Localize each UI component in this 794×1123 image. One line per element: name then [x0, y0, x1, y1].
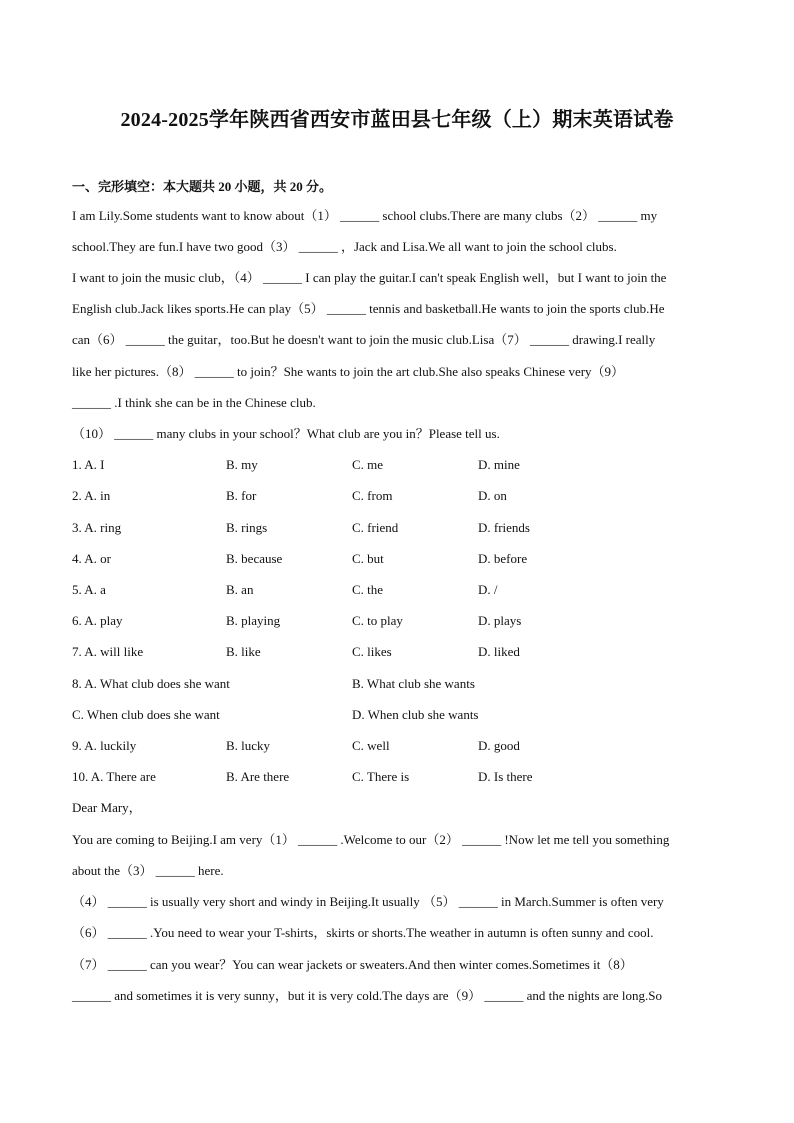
passage1-line: （10） ______ many clubs in your school？What club are you in？Please tell us.	[72, 426, 500, 441]
exam-title: 2024-2025学年陕西省西安市蓝田县七年级（上）期末英语试卷	[120, 109, 674, 131]
option-c: C. the	[352, 582, 384, 597]
option-b: B. Are there	[226, 769, 290, 784]
option-b: B. an	[226, 582, 254, 597]
passage1-line: ______ .I think she can be in the Chinese club.	[72, 395, 316, 410]
passage1-line: English club.Jack likes sports.He can play（5） ______ tennis and basketball.He wants to join the sports club.He	[72, 301, 665, 316]
option-c: C. friend	[352, 520, 399, 535]
passage2-line: You are coming to Beijing.I am very（1） ______ .Welcome to our（2） ______ !Now let me tell you something	[72, 832, 670, 847]
option-b: B. for	[226, 488, 257, 503]
option-c: C. There is	[352, 769, 410, 784]
passage2-line: （6） ______ .You need to wear your T-shirts，skirts or shorts.The weather in autumn is often sunny and cool.	[72, 925, 654, 940]
option-a: 6. A. play	[72, 613, 123, 628]
passage1-line: I am Lily.Some students want to know about（1） ______ school clubs.There are many clubs（2） ______ my	[72, 208, 658, 223]
passage2-line: （4） ______ is usually very short and windy in Beijing.It usually （5） ______ in March.Summer is often very	[72, 894, 664, 909]
option-c: C. but	[352, 551, 384, 566]
passage2-line: about the（3） ______ here.	[72, 863, 224, 878]
option-b: B. my	[226, 457, 258, 472]
option-a: 9. A. luckily	[72, 738, 137, 753]
option-a: 7. A. will like	[72, 644, 144, 659]
option-d: D. When club she wants	[352, 707, 479, 722]
option-a: 4. A. or	[72, 551, 111, 566]
option-d: D. liked	[478, 644, 520, 659]
option-c: C. likes	[352, 644, 392, 659]
passage2-line: Dear Mary，	[72, 800, 142, 815]
option-b: B. lucky	[226, 738, 271, 753]
option-d: D. friends	[478, 520, 530, 535]
option-b: B. rings	[226, 520, 268, 535]
option-a: 10. A. There are	[72, 769, 156, 784]
option-b: B. like	[226, 644, 261, 659]
option-b: B. playing	[226, 613, 281, 628]
option-d: D. mine	[478, 457, 520, 472]
option-d: D. on	[478, 488, 507, 503]
option-b: B. because	[226, 551, 283, 566]
option-c: C. When club does she want	[72, 707, 220, 722]
option-c: C. from	[352, 488, 393, 503]
passage2-line: ______ and sometimes it is very sunny，but it is very cold.The days are（9） ______ and the nights are long.So	[72, 988, 662, 1003]
option-d: D. Is there	[478, 769, 533, 784]
option-c: C. to play	[352, 613, 403, 628]
passage1-line: school.They are fun.I have two good（3） ______ ，Jack and Lisa.We all want to join the school clubs.	[72, 239, 617, 254]
option-a: 8. A. What club does she want	[72, 676, 230, 691]
option-c: C. me	[352, 457, 384, 472]
option-d: D. before	[478, 551, 528, 566]
option-a: 5. A. a	[72, 582, 106, 597]
section-heading-cloze: 一、完形填空：本大题共 20 小题，共 20 分。	[72, 179, 333, 194]
option-d: D. good	[478, 738, 520, 753]
option-a: 3. A. ring	[72, 520, 122, 535]
option-a: 1. A. I	[72, 457, 105, 472]
option-a: 2. A. in	[72, 488, 111, 503]
option-d: D. /	[478, 582, 498, 597]
option-d: D. plays	[478, 613, 522, 628]
passage1-line: I want to join the music club，（4） ______ I can play the guitar.I can't speak English well，but I want to join the	[72, 270, 667, 285]
passage1-line: like her pictures.（8） ______ to join？She wants to join the art club.She also speaks Chinese very（9）	[72, 364, 625, 379]
option-b: B. What club she wants	[352, 676, 475, 691]
passage1-line: can（6） ______ the guitar，too.But he doesn't want to join the music club.Lisa（7） ______ drawing.I really	[72, 332, 656, 347]
passage2-line: （7） ______ can you wear？You can wear jackets or sweaters.And then winter comes.Sometimes it（8）	[72, 957, 633, 972]
option-c: C. well	[352, 738, 390, 753]
